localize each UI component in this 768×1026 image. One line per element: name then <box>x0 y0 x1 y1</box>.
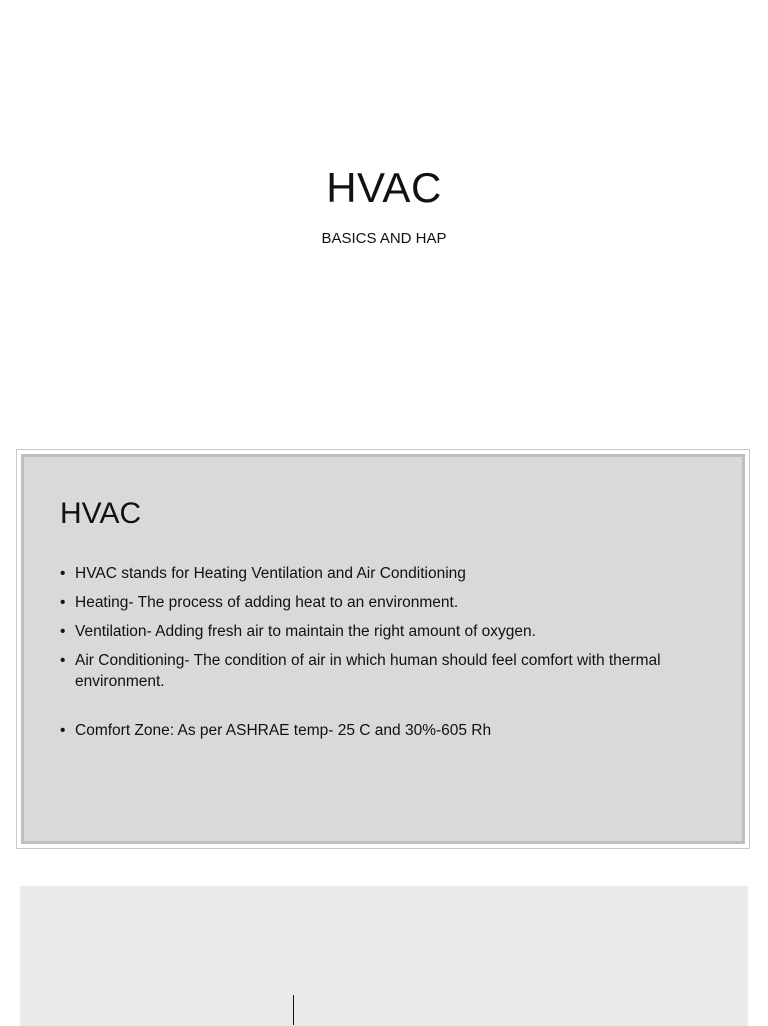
bullet-text: HVAC stands for Heating Ventilation and Air Conditioning <box>75 565 466 582</box>
content-slide <box>16 449 750 849</box>
bullet-text: Heating- The process of adding heat to an environment. <box>75 594 459 611</box>
text-cursor <box>293 995 294 1025</box>
bullet-icon: • <box>60 594 66 611</box>
bullet-icon: • <box>60 652 66 669</box>
bullet-icon: • <box>60 623 66 640</box>
content-slide-body <box>21 454 745 844</box>
next-slide-preview <box>20 886 748 1026</box>
list-item <box>60 592 710 613</box>
bullet-text: Comfort Zone: As per ASHRAE temp- 25 C and 30%-605 Rh <box>75 722 492 739</box>
list-item <box>60 650 710 692</box>
list-item <box>60 621 710 642</box>
bullet-icon: • <box>60 565 66 582</box>
list-item <box>60 563 710 584</box>
bullet-text: Air Conditioning- The condition of air in which human should feel comfort with thermal environment. <box>75 652 661 690</box>
list-item <box>60 720 710 741</box>
title-slide <box>0 0 768 440</box>
slide-subtitle: BASICS AND HAP <box>321 230 447 247</box>
bullet-list <box>60 563 710 749</box>
bullet-icon: • <box>60 722 66 739</box>
content-slide-heading: HVAC <box>60 497 142 530</box>
slide-title: HVAC <box>326 164 442 211</box>
bullet-text: Ventilation- Adding fresh air to maintain the right amount of oxygen. <box>75 623 536 640</box>
